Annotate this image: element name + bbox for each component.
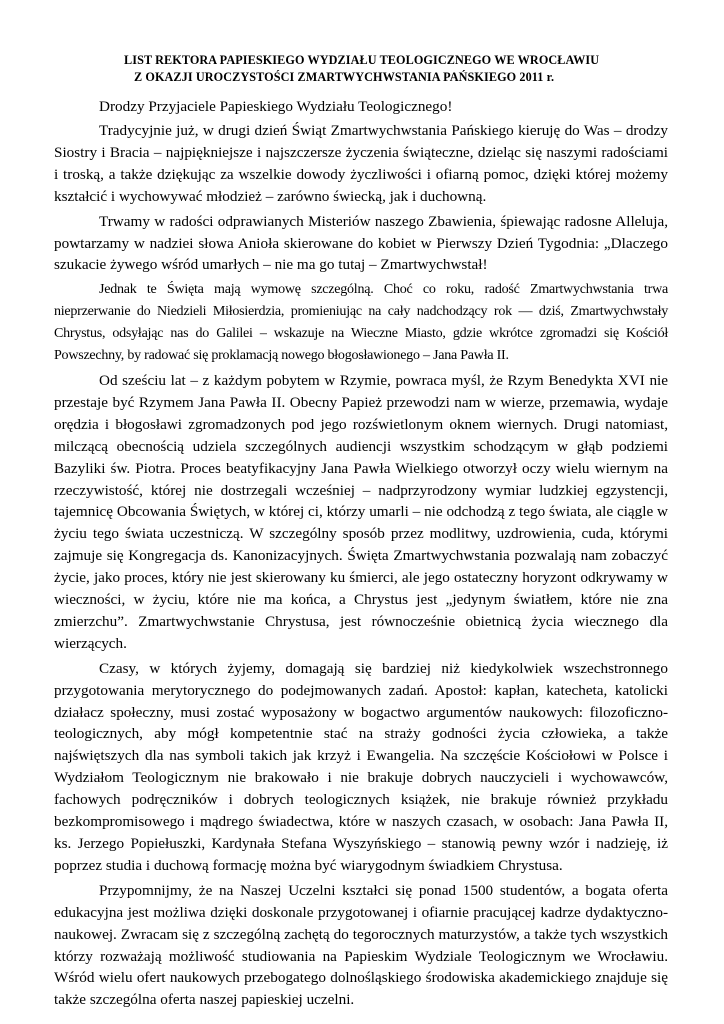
letter-paragraph-4: Od sześciu lat – z każdym pobytem w Rzymie, powraca myśl, że Rzym Benedykta XVI nie przestaje być Rzymem Jana Pawła II. Obecny Papież przewodzi nam w wierze, przemawia, wydaje orędzia i błogosławi zgromadzonych pod jego rozświetlonym oknem wiernych. Drugi natomiast, milczącą obecnością udziela szczególnych audiencji wszystkim schodzącym w głąb podziemi Bazyliki św. Piotra. Proces beatyfikacyjny Jana Pawła Wielkiego otworzył oczy wielu wiernym na rzeczywistość, której nie dostrzegali wcześniej – nadprzyrodzony wymiar ludzkiej egzystencji, tajemnicę Obcowania Świętych, w której ci, którzy umarli – nie odchodzą z tego świata, ale ciągle w życiu tego świata uczestniczą. W szczególny sposób przez modlitwy, uzdrowienia, cuda, którymi zajmuje się Kongregacja ds. Kanonizacyjnych. Święta Zmartwychwstania pozwalają nam zobaczyć życie, jako proces, który nie jest skierowany ku śmierci, ale jego ostateczny horyzont odkrywamy w wieczności, w życiu, które nie ma końca, a Chrystus jest „jedynym światłem, które nie zna zmierzchu”. Zmartwychwstanie Chrystusa, jest równocześnie obietnicą życia wiecznego dla wierzących.: [54, 371, 668, 652]
letter-title-line-2: Z OKAZJI UROCZYSTOŚCI ZMARTWYCHWSTANIA PAŃSKIEGO 2011 r.: [134, 70, 555, 84]
letter-paragraph-2: Trwamy w radości odprawianych Misteriów naszego Zbawienia, śpiewając radosne Alleluja, powtarzamy w nadziei słowa Anioła skierowane do kobiet w Pierwszy Dzień Tygodnia: „Dlaczego szukacie żywego wśród umarłych – nie ma go tutaj – Zmartwychwstał!: [54, 212, 668, 274]
letter-title-line-1: LIST REKTORA PAPIESKIEGO WYDZIAŁU TEOLOGICZNEGO WE WROCŁAWIU: [124, 53, 600, 67]
letter-paragraph-6: Przypomnijmy, że na Naszej Uczelni kształci się ponad 1500 studentów, a bogata oferta edukacyjna jest możliwa dzięki doskonale przygotowanej i ofiarnie pracującej kadrze dydaktyczno-naukowej. Zwracam się z szczególną zachętą do tegorocznych maturzystów, a także tych wszystkich którzy rozważają możliwość studiowania na Papieskim Wydziale Teologicznym we Wrocławiu. Wśród wielu ofert naukowych przebogatego dolnośląskiego środowiska akademickiego znajduje się także szczególna oferta naszej papieskiej uczelni.: [54, 881, 668, 1009]
letter-paragraph-1: Tradycyjnie już, w drugi dzień Świąt Zmartwychwstania Pańskiego kieruję do Was – drodzy Siostry i Bracia – najpiękniejsze i najszczersze życzenia świąteczne, dzieląc się naszymi radościami i troską, a także dziękując za wszelkie dowody życzliwości i ofiarną pomoc, dzięki której możemy kształcić i wychowywać młodzież – zarówno świecką, jak i duchowną.: [54, 122, 668, 205]
letter-page: [54, 52, 668, 1011]
letter-greeting: Drodzy Przyjaciele Papieskiego Wydziału Teologicznego!: [99, 98, 453, 115]
letter-paragraph-3: Jednak te Święta mają wymowę szczególną. Choć co roku, radość Zmartwychwstania trwa nieprzerwanie do Niedzieli Miłosierdzia, promieniując na cały nadchodzący rok — dziś, Zmartwychwstały Chrystus, odsyłając nas do Galilei – wskazuje na Wieczne Miasto, gdzie wkrótce zgromadzi się Kościół Powszechny, by radować się proklamacją nowego błogosławionego – Jana Pawła II.: [54, 281, 668, 364]
letter-title: [54, 52, 668, 86]
letter-paragraph-5: Czasy, w których żyjemy, domagają się bardziej niż kiedykolwiek wszechstronnego przygotowania merytorycznego do podejmowanych zadań. Apostoł: kapłan, katecheta, katolicki działacz społeczny, musi zostać wyposażony w bogactwo argumentów naukowych: filozoficzno-teologicznych, aby mógł kompetentnie stać na straży godności życia człowieka, a także najświętszych dla nas symboli takich jak krzyż i Ewangelia. Na szczęście Kościołowi w Polsce i Wydziałom Teologicznym nie brakowało i nie brakuje dobrych nauczycieli i wychowawców, fachowych podręczników i dobrych teologicznych książek, nie brakuje również przykładu bezkompromisowego i mądrego świadectwa, które w naszych czasach, w osobach: Jana Pawła II, ks. Jerzego Popiełuszki, Kardynała Stefana Wyszyńskiego – stanowią pewny wzór i nadzieję, iż poprzez studia i duchową formację można być wiarygodnym świadkiem Chrystusa.: [54, 659, 668, 874]
